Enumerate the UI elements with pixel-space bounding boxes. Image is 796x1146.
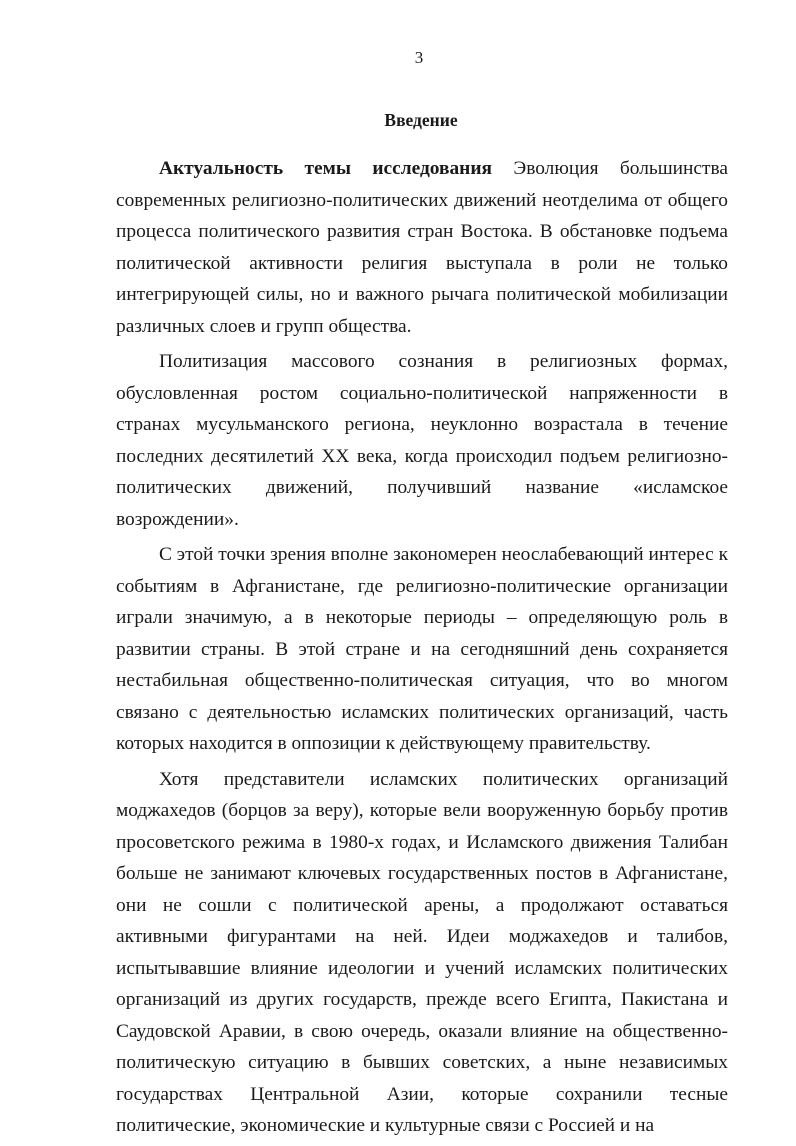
paragraph-politicization: Политизация массового сознания в религиозных формах, обусловленная ростом социально-политической напряженности в странах мусульманского региона, неуклонно возрастала в течение последних десятилетий XX века, когда происходил подъем религиозно-политических движений, получивший название «исламское возрождении». — [116, 351, 728, 530]
paragraph-afghanistan: С этой точки зрения вполне закономерен неослабевающий интерес к событиям в Афганистане, где религиозно-политические организации играли значимую, а в некоторые периоды – определяющую роль в развитии страны. В этой стране и на сегодняшний день сохраняется нестабильная общественно-политическая ситуация, что во многом связано с деятельностью исламских политических организаций, часть которых находится в оппозиции к действующему правительству. — [116, 544, 728, 754]
paragraph-mujahideen: Хотя представители исламских политических организаций моджахедов (борцов за веру), которые вели вооруженную борьбу против просоветского режима в 1980-х годах, и Исламского движения Талибан больше не занимают ключевых государственных постов в Афганистане, они не сошли с политической арены, а продолжают оставаться активными фигурантами на ней. Идеи моджахедов и талибов, испытывавшие влияние идеологии и учений исламских политических организаций из других государств, прежде всего Египта, Пакистана и Саудовской Аравии, в свою очередь, оказали влияние на общественно-политическую ситуацию в бывших советских, а ныне независимых государствах Центральной Азии, которые сохранили тесные политические, экономические и культурные связи с Россией и на — [116, 768, 728, 1136]
page-number: 3 — [414, 48, 424, 67]
relevance-lead: Актуальность темы исследования — [159, 158, 493, 179]
relevance-text: Эволюция большинства современных религиозно-политических движений неотделима от общего процесса политического развития стран Востока. В обстановке подъема политической активности религия выступала в роли не только интегрирующей силы, но и важного рычага политической мобилизации различных слоев и групп общества. — [116, 158, 728, 337]
paragraph-relevance — [116, 153, 728, 342]
section-heading: Введение — [384, 110, 458, 130]
body-text — [116, 153, 728, 1146]
